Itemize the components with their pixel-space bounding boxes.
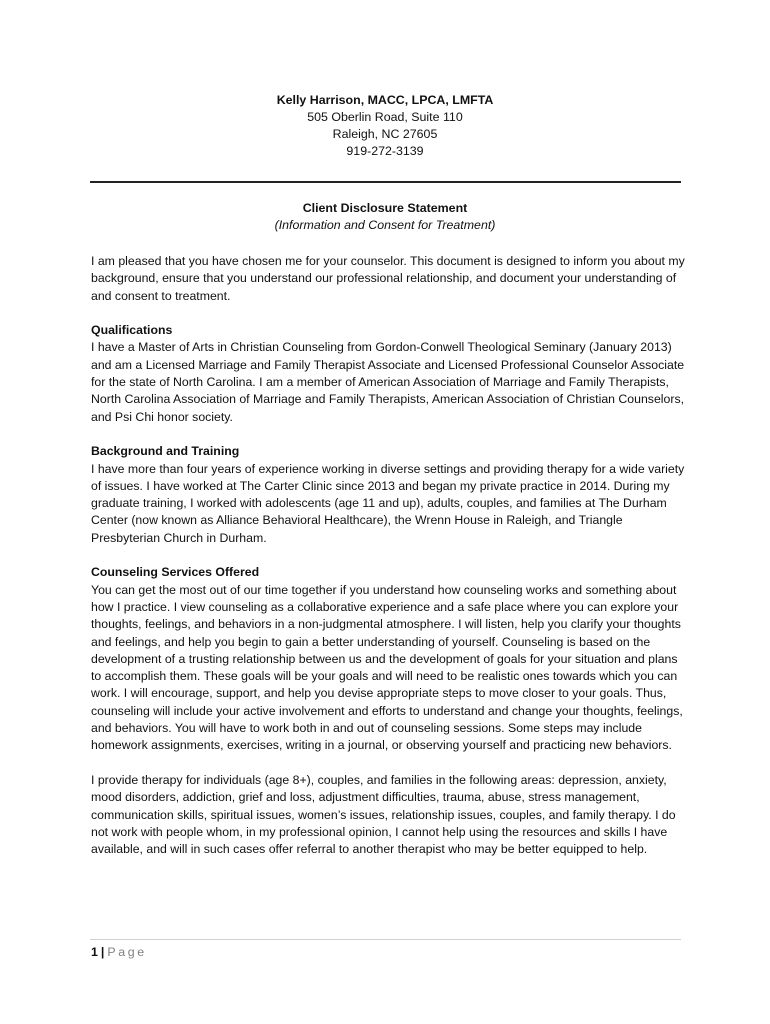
- section-background: [91, 443, 691, 547]
- address-line-2: Raleigh, NC 27605: [332, 127, 438, 141]
- section-counseling-services: [91, 564, 691, 754]
- intro-paragraph: I am pleased that you have chosen me for your counselor. This document is designed to inform you about my background, ensure that you understand our professional relationship, and document your understanding of and consent to treatment.: [91, 254, 685, 303]
- page-number: 1: [91, 945, 98, 959]
- document-title-block: [90, 200, 680, 234]
- page-footer: [91, 944, 147, 960]
- footer-divider: [90, 939, 681, 940]
- section-heading: Counseling Services Offered: [91, 565, 260, 580]
- counselor-name: Kelly Harrison, MACC, LPCA, LMFTA: [276, 93, 494, 107]
- section-heading: Background and Training: [91, 444, 240, 459]
- closing-paragraph: I provide therapy for individuals (age 8+), couples, and families in the following areas: depression, anxiety, mood disorders, addiction, grief and loss, adjustment difficulties, trauma, abuse, stress management, communication skills, spiritual issues, women’s issues, relationship issues, couples, and family therapy. I do not work with people whom, in my professional opinion, I cannot help using the resources and skills I have available, and will in such cases offer referral to another therapist who may be better equipped to help.: [91, 772, 676, 857]
- section-text: You can get the most out of our time together if you understand how counseling works and something about how I practice. I view counseling as a collaborative experience and a safe place where you can explore your thoughts, feelings, and behaviors in a non-judgmental atmosphere. I will listen, help you clarify your thoughts and feelings, and help you begin to gain a better understanding of yourself. Counseling is based on the development of a trusting relationship between us and the development of goals for your situation and plans to accomplish them. These goals will be your goals and will need to be realistic ones towards which you can work. I will encourage, support, and help you devise appropriate steps to move closer to your goals. Thus, counseling will include your active involvement and efforts to understand and change your thoughts, feelings, and behaviors. You will have to work both in and out of counseling sessions. Some steps may include homework assignments, exercises, writing in a journal, or observing yourself and practicing new behaviors.: [91, 582, 683, 753]
- section-text: I have more than four years of experience working in diverse settings and providing therapy for a wide variety of issues. I have worked at The Carter Clinic since 2013 and began my private practice in 2014. During my graduate training, I worked with adolescents (age 11 and up), adults, couples, and families at The Durham Center (now known as Alliance Behavioral Healthcare), the Wrenn House in Raleigh, and Triangle Presbyterian Church in Durham.: [91, 461, 685, 545]
- letterhead: [90, 92, 680, 160]
- section-text: I have a Master of Arts in Christian Counseling from Gordon-Conwell Theological Seminary (January 2013) and am a Licensed Marriage and Family Therapist Associate and Licensed Professional Counselor Associate for the state of North Carolina. I am a member of American Association of Marriage and Family Therapists, North Carolina Association of Marriage and Family Therapists, American Association of Christian Counselors, and Psi Chi honor society.: [91, 340, 685, 424]
- document-subtitle: (Information and Consent for Treatment): [274, 218, 496, 232]
- header-divider: [90, 181, 681, 183]
- phone-number: 919-272-3139: [346, 144, 424, 158]
- section-qualifications: [91, 322, 691, 426]
- document-title: Client Disclosure Statement: [302, 201, 468, 215]
- document-body: [91, 253, 691, 876]
- page-separator: |: [100, 945, 105, 959]
- section-heading: Qualifications: [91, 323, 173, 338]
- address-line-1: 505 Oberlin Road, Suite 110: [307, 110, 463, 124]
- page-label: Page: [107, 945, 147, 959]
